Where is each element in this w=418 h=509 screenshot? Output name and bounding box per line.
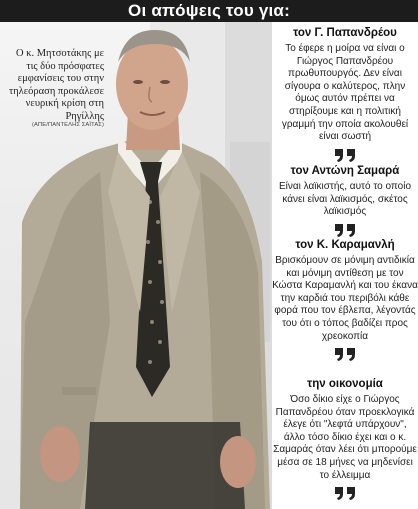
section-text: Όσο δίκιο είχε ο Γιώργος Παπανδρέου όταν προεκλογικά έλεγε ότι "λεφτά υπάρχουν", άλλο τόσο δίκιο έχει και ο κ. Σαμαράς όταν λέει ότι μπορούμε μέσα σε 18 μήνες να μηδενίσει το έλλειμμα bbox=[273, 394, 417, 481]
closing-quote-icon bbox=[333, 147, 357, 163]
section-papandreou bbox=[272, 26, 418, 163]
section-heading: την οικονομία bbox=[307, 378, 383, 390]
photo-credit: (ΑΠΕ/ΠΑΝΤΕΛΗΣ ΣΑΪΤΑΣ) bbox=[31, 122, 104, 128]
photo-caption: Ο κ. Μητσοτάκης με τις δύο πρόσφατες εμφανίσεις του στην τηλεόραση προκάλεσε νευρική κρίση στη Ρηγίλλης bbox=[8, 48, 104, 122]
section-heading: τον Γ. Παπανδρέου bbox=[293, 27, 397, 39]
section-samaras bbox=[272, 164, 418, 238]
closing-quote-icon bbox=[333, 346, 357, 362]
section-economy bbox=[272, 377, 418, 501]
section-karamanlis bbox=[272, 238, 418, 362]
section-text: Το έφερε η μοίρα να είναι ο Γιώργος Παπανδρέου πρωθυπουργός. Δεν είναι σίγουρα ο καλύτερος, πλην όμως αυτόν πρέπει να στηρίξουμε και η πολιτική γραμμή την οποία ακολουθεί είναι σωστή bbox=[281, 43, 409, 143]
opinions-column bbox=[272, 22, 418, 509]
closing-quote-icon bbox=[333, 485, 357, 501]
section-text: Βρισκόμουν σε μόνιμη αντιδικία και μόνιμη αντίθεση με τον Κώστα Καραμανλή και του έκανα την καρδιά του περιβόλι κάθε φορά που τον έβλεπα, λέγοντάς του ότι ο τόπος βαδίζει προς χρεοκοπία bbox=[272, 255, 418, 342]
closing-quote-icon bbox=[333, 222, 357, 238]
header-title: Οι απόψεις του για: bbox=[0, 0, 418, 22]
section-text: Είναι λαϊκιστής, αυτό το οποίο κάνει είναι λαϊκισμός, σκέτος λαϊκισμός bbox=[278, 181, 412, 218]
portrait-photo bbox=[0, 22, 272, 509]
section-heading: τον Κ. Καραμανλή bbox=[295, 239, 395, 251]
section-heading: τον Αντώνη Σαμαρά bbox=[290, 165, 400, 177]
